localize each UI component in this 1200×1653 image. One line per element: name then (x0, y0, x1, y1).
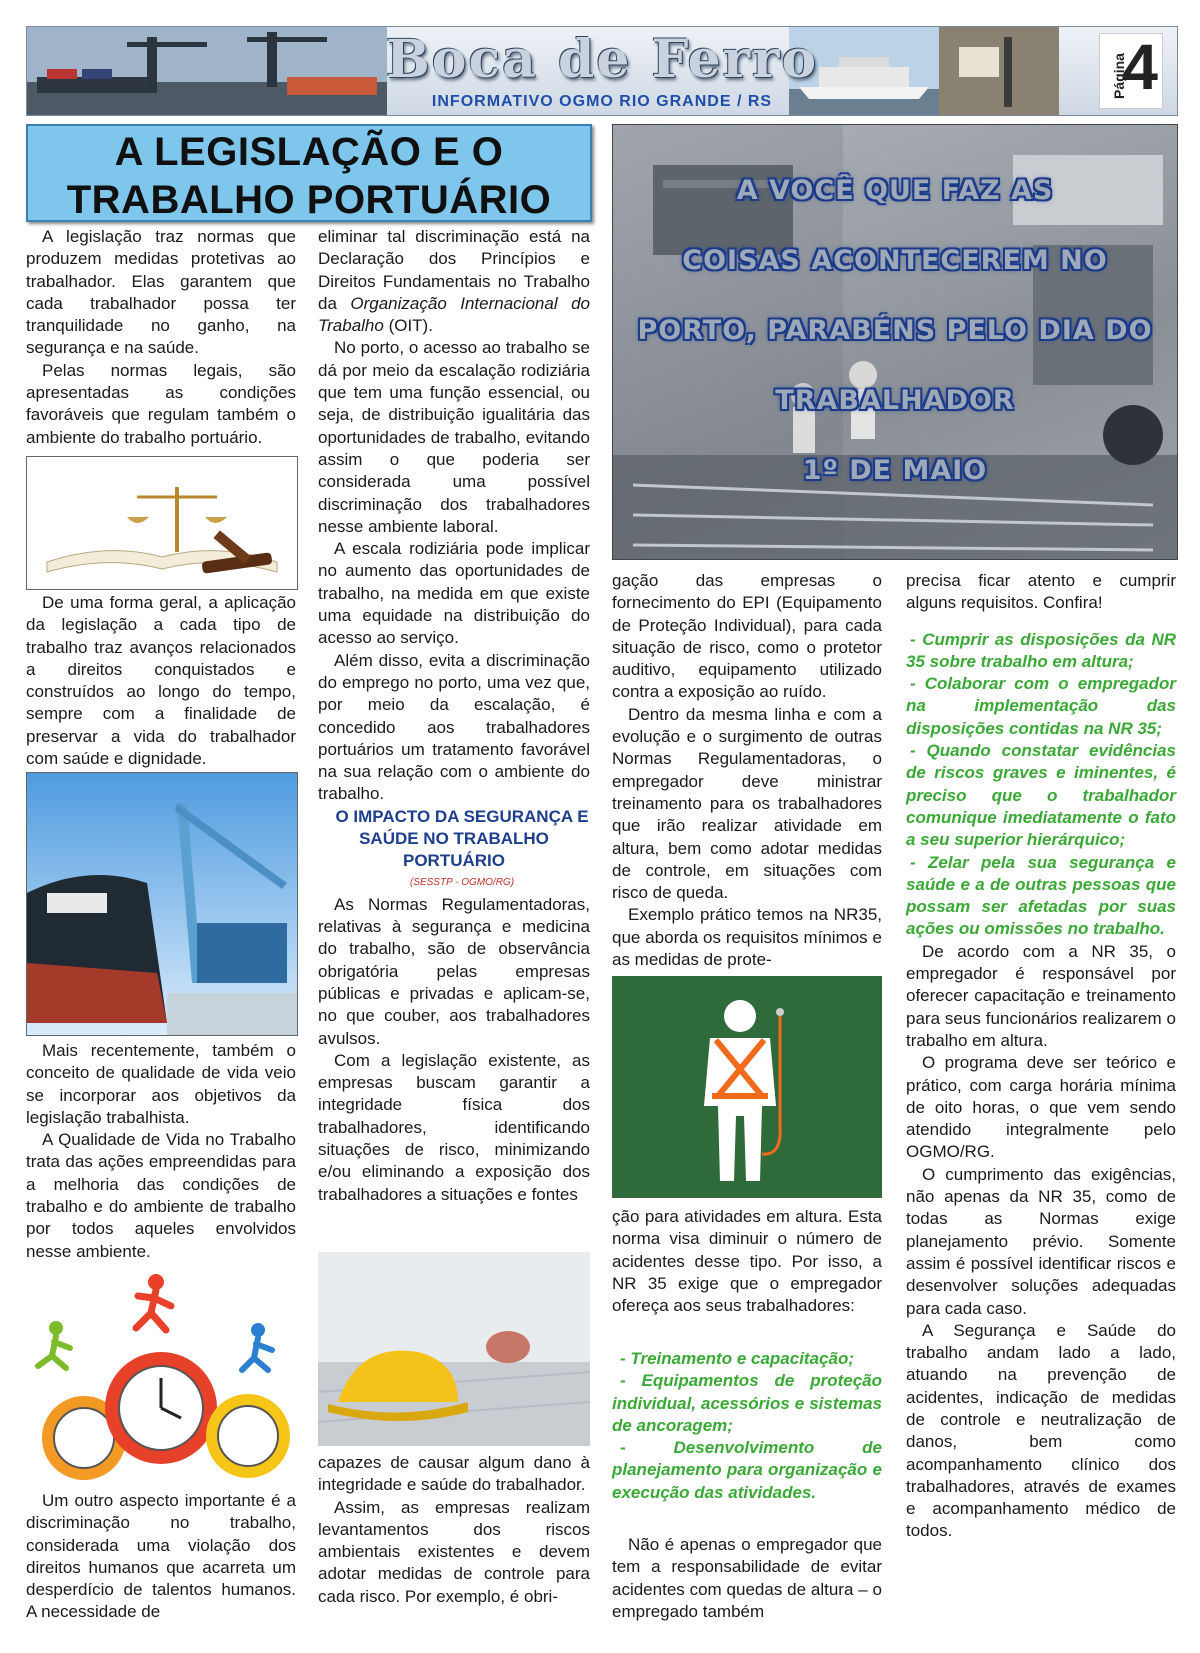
banner-line-1: A VOCÊ QUE FAZ AS (736, 175, 1054, 206)
paragraph: Pelas normas legais, são apresentadas as condições favoráveis que regulam também o ambiente do trabalho portuário. (26, 360, 296, 447)
banner-line-5: 1º DE MAIO (802, 455, 988, 486)
paragraph: As Normas Regulamentadoras, relativas à segurança e medicina do trabalho, são de observância obrigatória pelas empresas públicas e privadas e aplicam-se, no que couber, aos trabalhadores avulsos. (318, 894, 590, 1048)
column-1-end (26, 1490, 296, 1624)
newsletter-subtitle: INFORMATIVO OGMO RIO GRANDE / RS (431, 93, 773, 110)
list-item: - Desenvolvimento de planejamento para organização e execução das atividades. (612, 1438, 882, 1502)
column-2-bottom (318, 1452, 590, 1608)
ship-crane-illustration (27, 773, 297, 1035)
oit-name: Organização Internacional do Trabalho (318, 293, 590, 336)
column-1-mid (26, 592, 296, 770)
paragraph: A legislação traz normas que produzem medidas protetivas ao trabalhador. Elas garantem que cada trabalhador possa ter tranquilidade no ganho, na segurança e na saúde. (26, 227, 296, 358)
nr35-harness-image (612, 976, 882, 1198)
banner-line-2: COISAS ACONTECEREM NO (682, 245, 1108, 276)
paragraph: De acordo com a NR 35, o empregador é responsável por oferecer capacitação e treinamento para seus funcionários realizarem o trabalho em altura. (906, 941, 1176, 1050)
paragraph: Exemplo prático temos na NR35, que aborda os requisitos mínimos e as medidas de prote- (612, 905, 882, 970)
gears-runners-illustration (26, 1268, 296, 1486)
paragraph: Não é apenas o empregador que tem a responsabilidade de evitar acidentes com quedas de altura – o empregado também (612, 1535, 882, 1621)
page-label: Página (1110, 53, 1127, 99)
article-title-line1: A LEGISLAÇÃO E O (114, 130, 504, 174)
column-4 (906, 570, 1176, 1543)
column-3-top (612, 570, 882, 971)
paragraph: O cumprimento das exigências, não apenas da NR 35, como de todas as Normas exige planejamento prévio. Somente assim é possível identificar riscos e desenvolver soluções adequadas para cada caso. (906, 1164, 1176, 1318)
column-1-top (26, 226, 296, 449)
list-item: - Cumprir as disposições da NR 35 sobre trabalho em altura; (906, 629, 1176, 671)
list-item: - Quando constatar evidências de riscos graves e iminentes, é preciso que o trabalhador comunique imediatamente o fato a seu superior hierárquico; (906, 741, 1176, 850)
article-title-line2: TRABALHO PORTUÁRIO (66, 178, 552, 222)
paragraph: precisa ficar atento e cumprir alguns requisitos. Confira! (906, 571, 1176, 613)
list-item: - Colaborar com o empregador na implementação das disposições contidas na NR 35; (906, 674, 1176, 738)
harness-icon (612, 976, 882, 1198)
column-3-bottom (612, 1534, 882, 1623)
paragraph: Assim, as empresas realizam levantamentos dos riscos ambientais existentes e devem adotar medidas de controle para cada risco. Por exemplo, é obri- (318, 1497, 590, 1606)
newsletter-title: Boca de Ferro (385, 29, 819, 90)
paragraph: De uma forma geral, a aplicação da legislação a cada tipo de trabalho traz avanços relacionados a direitos conquistados e construídos ao longo do tempo, sempre com a finalidade de preservar a vida do trabalhador com saúde e dignidade. (26, 593, 296, 769)
ship-crane-image (26, 772, 298, 1036)
banner-line-3: PORTO, PARABÉNS PELO DIA DO (637, 315, 1153, 346)
paragraph-text: eliminar tal discriminação está na Declaração dos Princípios e Direitos Fundamentais no Trabalho da (318, 227, 590, 313)
page-number-box (1099, 33, 1163, 109)
scales-gavel-image (26, 456, 298, 590)
paragraph: A Qualidade de Vida no Trabalho trata das ações empreendidas para a melhoria das condições de trabalho e do ambiente de trabalho por todos aqueles envolvidos nesse ambiente. (26, 1130, 296, 1261)
paragraph-text: (OIT). (383, 316, 433, 336)
paragraph: Dentro da mesma linha e com a evolução e o surgimento de outras Normas Regulamentadoras, o empregador deve ministrar treinamento para os trabalhadores que irão realizar atividade em altura, bem como adotar medidas de controle, em situações com risco de queda. (612, 704, 882, 903)
helmet-illustration (318, 1252, 590, 1446)
list-item: - Zelar pela sua segurança e saúde e a de outras pessoas que possam ser afetadas por suas ações ou omissões no trabalho. (906, 852, 1176, 939)
spacer (906, 615, 1176, 629)
column-2-top (318, 226, 590, 1206)
section-source: (SESSTP - OGMO/RG) (409, 876, 515, 888)
paragraph: No porto, o acesso ao trabalho se dá por meio da escalação rodiziária que tem uma função essencial, ou seja, de distribuição igualitária das oportunidades de trabalho, evitando assim o que poderia ser considerada uma possível discriminação dos trabalhadores nesse ambiente laboral. (318, 338, 590, 536)
paragraph: A Segurança e Saúde do trabalho andam lado a lado, atuando na prevenção de acidentes, indicação de medidas de controle e neutralização de danos, bem como acompanhamento clínico dos trabalhadores, através de exames e acompanhamento médico de todos. (906, 1320, 1176, 1541)
paragraph: ção para atividades em altura. Esta norma visa diminuir o número de acidentes desse tipo. Por isso, a NR 35 exige que o empregador ofereça aos seus trabalhadores: (612, 1207, 882, 1316)
paragraph: O programa deve ser teórico e prático, com carga horária mínima de oito horas, o que vem sendo atendido integralmente pelo OGMO/RG. (906, 1053, 1176, 1162)
masthead (26, 26, 1178, 116)
labor-day-banner (612, 124, 1178, 560)
list-item: - Treinamento e capacitação; (620, 1349, 854, 1368)
paragraph (318, 226, 590, 337)
section-subheading: O IMPACTO DA SEGURANÇA E SAÚDE NO TRABALHO PORTUÁRIO (335, 806, 589, 870)
column-3-mid (612, 1206, 882, 1317)
paragraph: Um outro aspecto importante é a discriminação no trabalho, considerada uma violação dos direitos humanos que acarreta um desperdício de talentos humanos. A necessidade de (26, 1491, 296, 1622)
paragraph: Mais recentemente, também o conceito de qualidade de vida veio se incorporar aos objetivos da legislação trabalhista. (26, 1041, 296, 1127)
column-3-list (612, 1348, 882, 1504)
scales-gavel-illustration (27, 457, 297, 589)
paragraph: A escala rodiziária pode implicar no aumento das oportunidades de trabalho, na medida em que existe uma equidade na distribuição do acesso ao serviço. (318, 539, 590, 648)
paragraph: Com a legislação existente, as empresas buscam garantir a integridade física dos trabalhadores, identificando situações de risco, minimizando e/ou eliminando a exposição dos trabalhadores a situações e fontes (318, 1050, 590, 1204)
banner-line-4: TRABALHADOR (775, 385, 1015, 416)
column-1-bottom (26, 1040, 296, 1263)
helmet-image (318, 1252, 590, 1446)
quality-of-life-gears-image (26, 1268, 296, 1486)
paragraph: Além disso, evita a discriminação do emprego no porto, uma vez que, por meio da escalação, é concedido aos trabalhadores portuários um tratamento favorável na sua relação com o ambiente do trabalho. (318, 650, 590, 804)
paragraph: capazes de causar algum dano à integridade e saúde do trabalhador. (318, 1453, 590, 1495)
article-title-box (26, 124, 592, 222)
page-number: 4 (1122, 31, 1158, 103)
list-item: - Equipamentos de proteção individual, acessórios e sistemas de ancoragem; (612, 1371, 882, 1435)
paragraph: gação das empresas o fornecimento do EPI (Equipamento de Proteção Individual), para cada situação de risco, como o protetor auditivo, equipamento utilizado contra a exposição ao ruído. (612, 571, 882, 702)
